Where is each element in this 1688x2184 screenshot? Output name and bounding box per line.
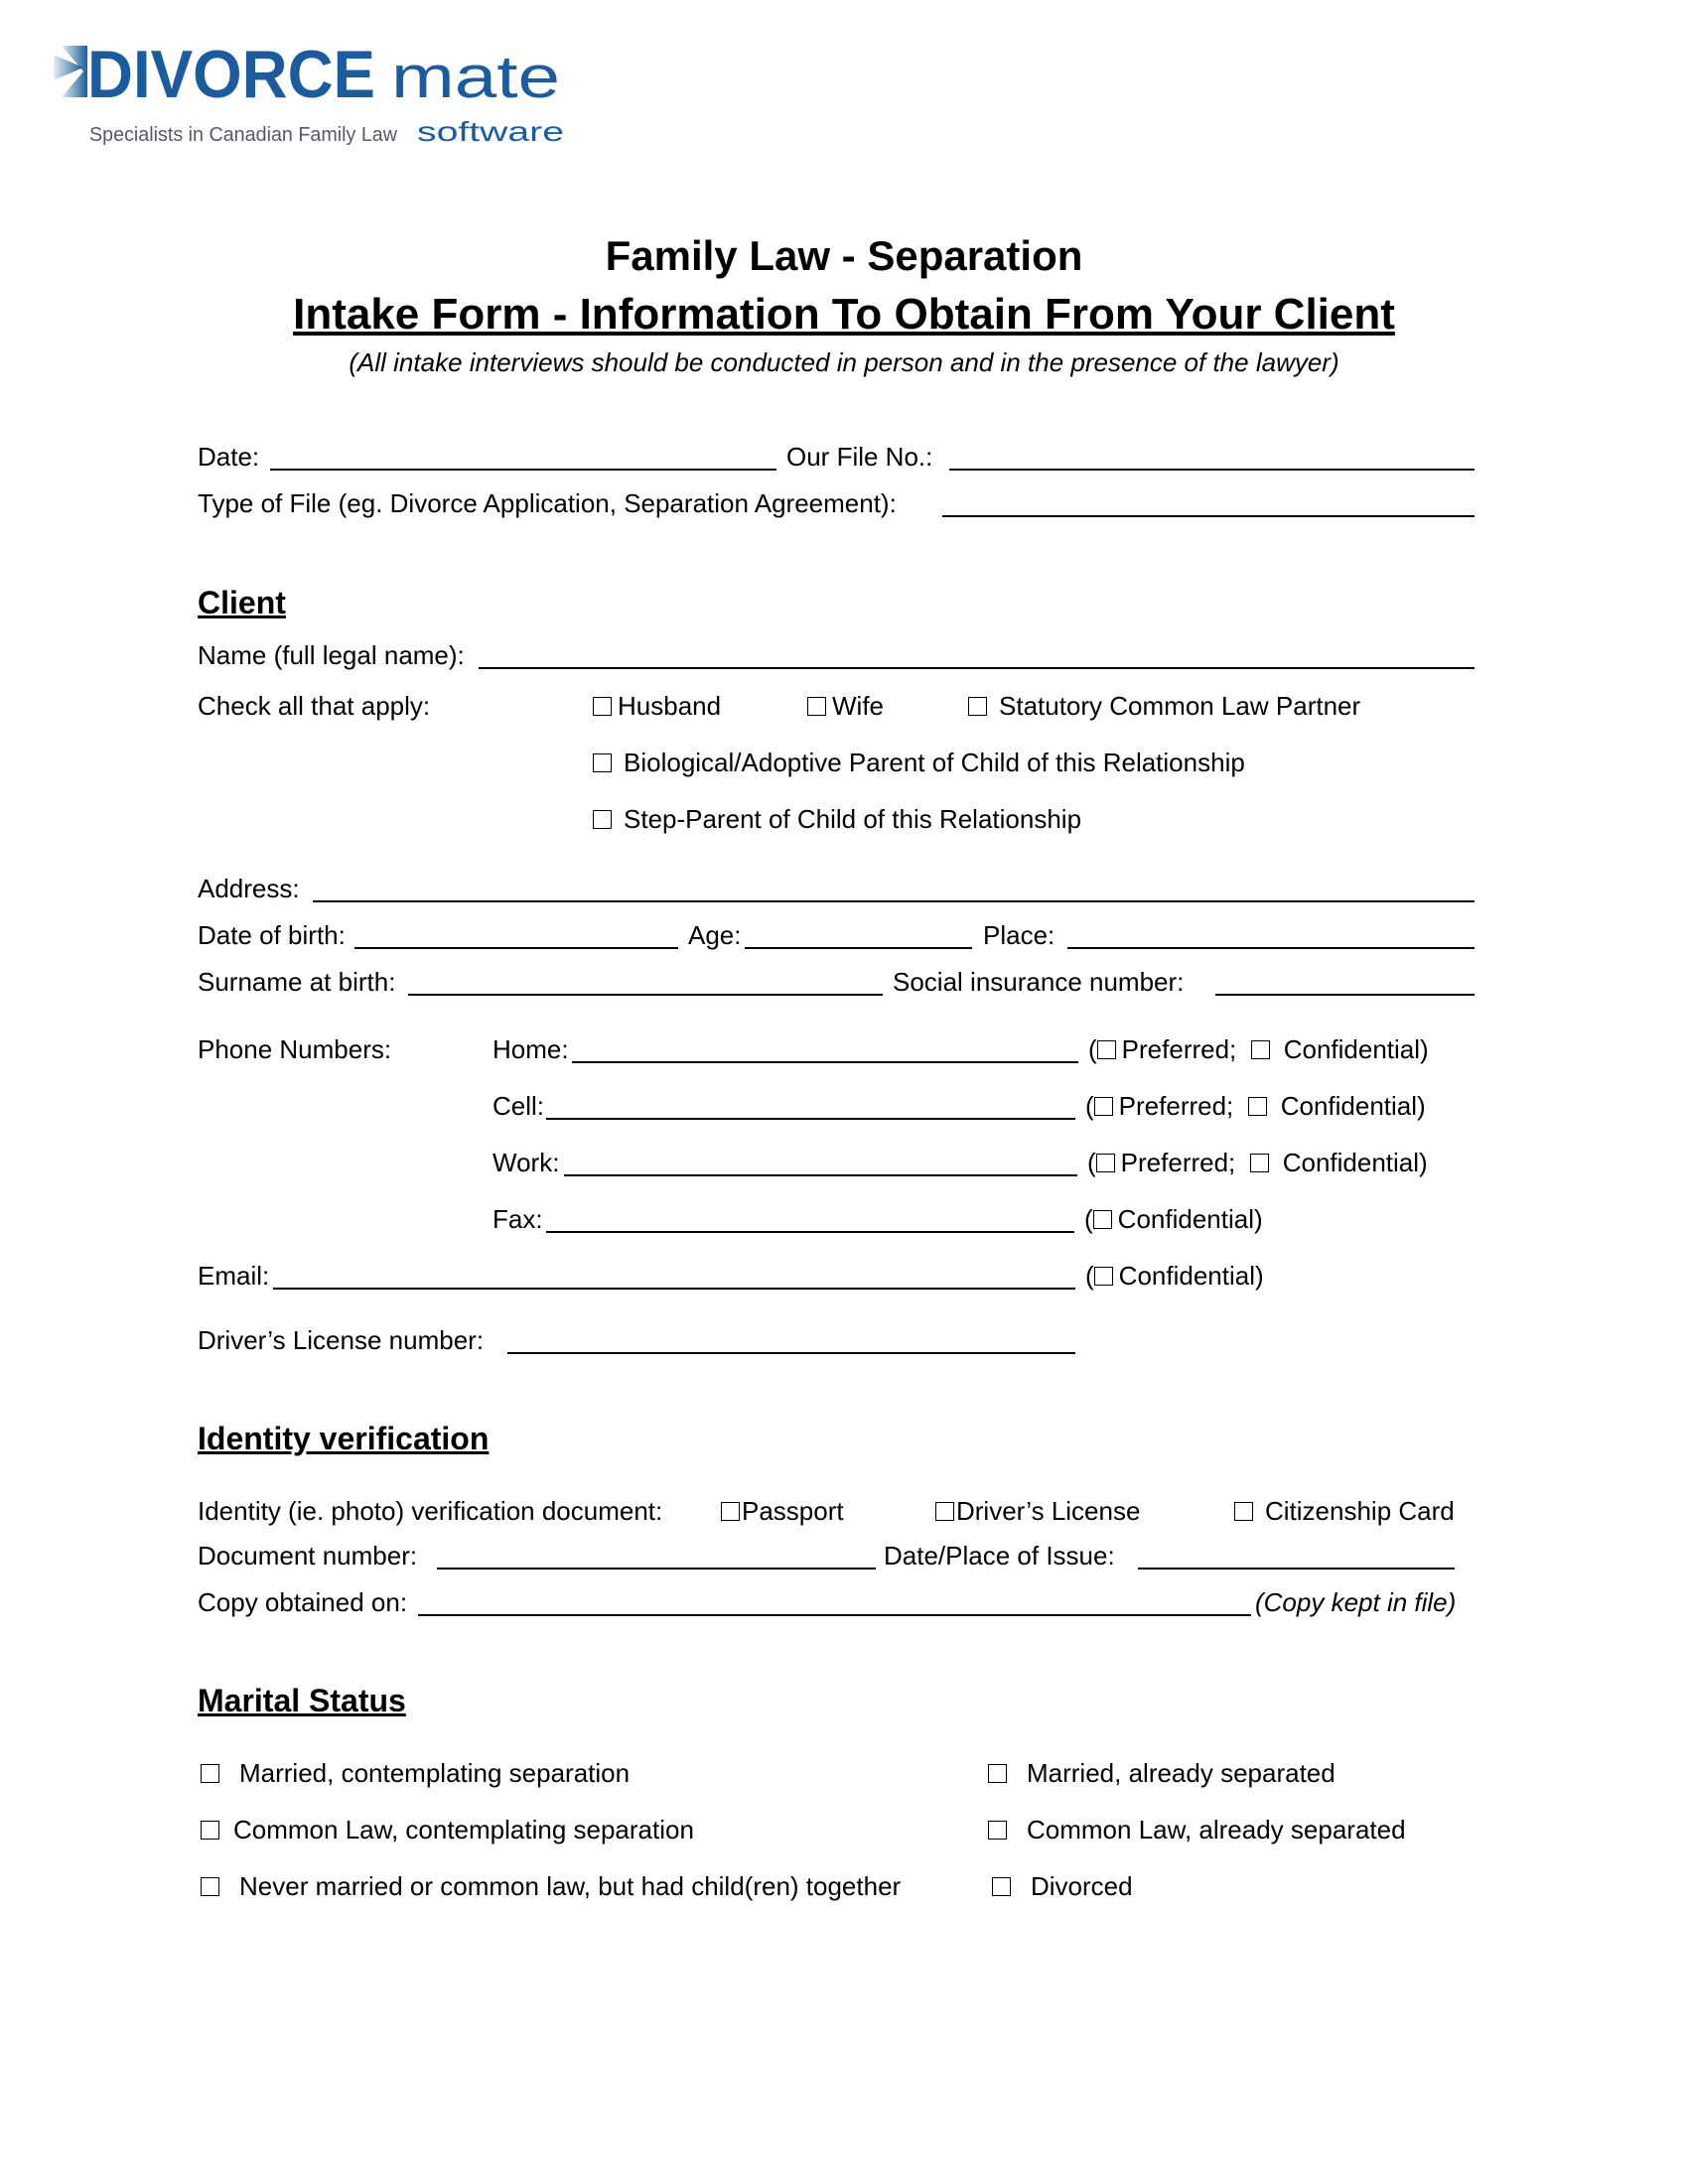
checkbox[interactable] <box>1234 1502 1253 1521</box>
home-options: ( Preferred; Confidential) <box>1088 1034 1429 1064</box>
option-step-parent[interactable]: Step-Parent of Child of this Relationship <box>593 804 1081 834</box>
check-label: Check all that apply: <box>198 691 431 721</box>
dob-label: Date of birth: <box>198 920 346 950</box>
confidential-checkbox[interactable] <box>1093 1210 1112 1229</box>
marital-option[interactable]: Never married or common law, but had child(ren) together <box>201 1871 901 1901</box>
confidential-checkbox[interactable] <box>1250 1154 1269 1172</box>
id-doc-label: Identity (ie. photo) verification document: <box>198 1496 663 1526</box>
divorcemate-logo <box>54 40 590 151</box>
surname-label: Surname at birth: <box>198 967 396 997</box>
marital-option[interactable]: Divorced <box>992 1871 1133 1901</box>
option-wife[interactable]: Wife <box>807 691 884 721</box>
marital-option[interactable]: Common Law, already separated <box>988 1815 1406 1844</box>
address-label: Address: <box>198 874 300 903</box>
checkbox[interactable] <box>988 1821 1007 1840</box>
email-field[interactable] <box>273 1288 1075 1290</box>
doc-number-label: Document number: <box>198 1541 418 1570</box>
checkbox[interactable] <box>935 1502 954 1521</box>
doc-number-field[interactable] <box>437 1568 876 1570</box>
license-label: Driver’s License number: <box>198 1325 485 1355</box>
form-note: (All intake interviews should be conducted in person and in the presence of the lawyer) <box>349 347 1339 377</box>
surname-field[interactable] <box>408 994 883 996</box>
checkbox[interactable] <box>201 1764 219 1783</box>
age-field[interactable] <box>745 947 972 949</box>
cell-options: ( Preferred; Confidential) <box>1085 1091 1426 1121</box>
option-common-law-partner[interactable]: Statutory Common Law Partner <box>968 691 1360 721</box>
address-field[interactable] <box>313 900 1475 902</box>
svg-text:DIVORCE: DIVORCE <box>87 40 375 112</box>
work-label: Work: <box>492 1148 560 1177</box>
sin-field[interactable] <box>1215 994 1475 996</box>
name-field[interactable] <box>479 667 1475 669</box>
confidential-checkbox[interactable] <box>1248 1097 1267 1116</box>
license-field[interactable] <box>507 1352 1075 1354</box>
option-husband[interactable]: Husband <box>593 691 721 721</box>
email-label: Email: <box>198 1261 270 1291</box>
svg-text:mate: mate <box>391 44 560 110</box>
identity-heading: Identity verification <box>198 1421 490 1456</box>
copy-note: (Copy kept in file) <box>1255 1587 1457 1617</box>
preferred-checkbox[interactable] <box>1097 1040 1116 1059</box>
file-type-field[interactable] <box>942 515 1475 517</box>
home-label: Home: <box>492 1034 569 1064</box>
file-type-label: Type of File (eg. Divorce Application, Separation Agreement): <box>198 488 897 518</box>
checkbox[interactable] <box>807 697 826 716</box>
checkbox[interactable] <box>201 1877 219 1896</box>
form-subtitle: Intake Form - Information To Obtain From Your Client <box>293 290 1395 339</box>
email-options: ( Confidential) <box>1085 1261 1264 1291</box>
option-biological-parent[interactable]: Biological/Adoptive Parent of Child of this Relationship <box>593 748 1245 777</box>
marital-heading: Marital Status <box>198 1683 406 1718</box>
svg-text:software: software <box>417 116 564 147</box>
date-field[interactable] <box>270 469 776 471</box>
marital-option[interactable]: Married, contemplating separation <box>201 1758 630 1788</box>
option-citizenship-card[interactable]: Citizenship Card <box>1234 1496 1455 1526</box>
confidential-checkbox[interactable] <box>1251 1040 1270 1059</box>
sin-label: Social insurance number: <box>893 967 1185 997</box>
checkbox[interactable] <box>201 1821 219 1840</box>
preferred-checkbox[interactable] <box>1094 1097 1113 1116</box>
work-phone-field[interactable] <box>564 1174 1077 1176</box>
confidential-checkbox[interactable] <box>1094 1267 1113 1286</box>
checkbox[interactable] <box>721 1502 740 1521</box>
option-passport[interactable]: Passport <box>721 1496 844 1526</box>
cell-phone-field[interactable] <box>546 1118 1075 1120</box>
copy-label: Copy obtained on: <box>198 1587 408 1617</box>
option-drivers-license[interactable]: Driver’s License <box>935 1496 1140 1526</box>
checkbox[interactable] <box>992 1877 1011 1896</box>
date-label: Date: <box>198 442 260 472</box>
form-title: Family Law - Separation <box>605 232 1083 279</box>
fax-label: Fax: <box>492 1204 543 1234</box>
logo-graphic <box>54 40 590 151</box>
cell-label: Cell: <box>492 1091 545 1121</box>
issue-label: Date/Place of Issue: <box>884 1541 1115 1570</box>
copy-field[interactable] <box>418 1614 1251 1616</box>
name-label: Name (full legal name): <box>198 640 465 670</box>
checkbox[interactable] <box>593 753 612 772</box>
age-label: Age: <box>688 920 742 950</box>
dob-field[interactable] <box>354 947 678 949</box>
checkbox[interactable] <box>968 697 987 716</box>
file-no-label: Our File No.: <box>786 442 933 472</box>
place-label: Place: <box>983 920 1055 950</box>
marital-option[interactable]: Common Law, contemplating separation <box>201 1815 694 1844</box>
work-options: ( Preferred; Confidential) <box>1087 1148 1428 1177</box>
issue-field[interactable] <box>1138 1568 1455 1570</box>
home-phone-field[interactable] <box>572 1061 1078 1063</box>
fax-field[interactable] <box>546 1231 1074 1233</box>
file-no-field[interactable] <box>949 469 1475 471</box>
checkbox[interactable] <box>593 810 612 829</box>
phone-label: Phone Numbers: <box>198 1034 392 1064</box>
client-heading: Client <box>198 585 286 620</box>
place-field[interactable] <box>1067 947 1475 949</box>
preferred-checkbox[interactable] <box>1096 1154 1115 1172</box>
marital-option[interactable]: Married, already separated <box>988 1758 1336 1788</box>
checkbox[interactable] <box>988 1764 1007 1783</box>
svg-text:Specialists in Canadian Family: Specialists in Canadian Family Law <box>89 124 398 146</box>
fax-options: ( Confidential) <box>1084 1204 1263 1234</box>
checkbox[interactable] <box>593 697 612 716</box>
